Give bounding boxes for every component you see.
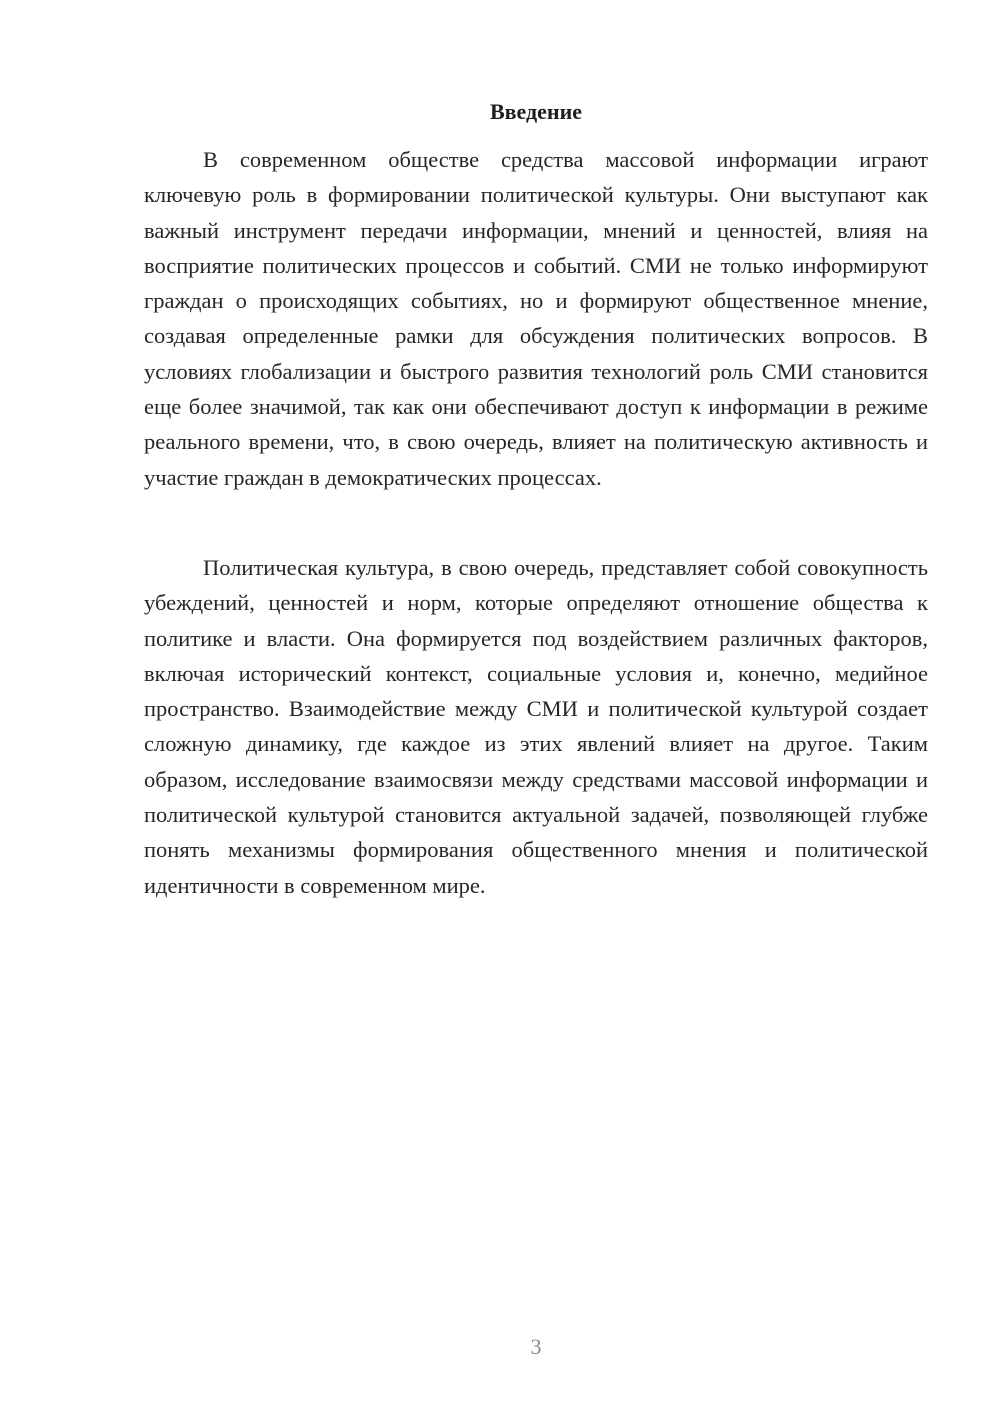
- paragraph-2: Политическая культура, в свою очередь, представляет собой совокупность убеждений, ценностей и норм, которые определяют отношение общества к политике и власти. Она формируется под воздействием различных факторов, включая исторический контекст, социальные условия и, конечно, медийное пространство. Взаимодействие между СМИ и политической культурой создает сложную динамику, где каждое из этих явлений влияет на другое. Таким образом, исследование взаимосвязи между средствами массовой информации и политической культурой становится актуальной задачей, позволяющей глубже понять механизмы формирования общественного мнения и политической идентичности в современном мире.: [144, 555, 928, 898]
- page-title: Введение: [489, 99, 583, 124]
- page-number: 3: [530, 1334, 542, 1359]
- paragraph-1: В современном обществе средства массовой информации играют ключевую роль в формировании политической культуры. Они выступают как важный инструмент передачи информации, мнений и ценностей, влияя на восприятие политических процессов и событий. СМИ не только информируют граждан о происходящих событиях, но и формируют общественное мнение, создавая определенные рамки для обсуждения политических вопросов. В условиях глобализации и быстрого развития технологий роль СМИ становится еще более значимой, так как они обеспечивают доступ к информации в режиме реального времени, что, в свою очередь, влияет на политическую активность и участие граждан в демократических процессах.: [144, 147, 928, 490]
